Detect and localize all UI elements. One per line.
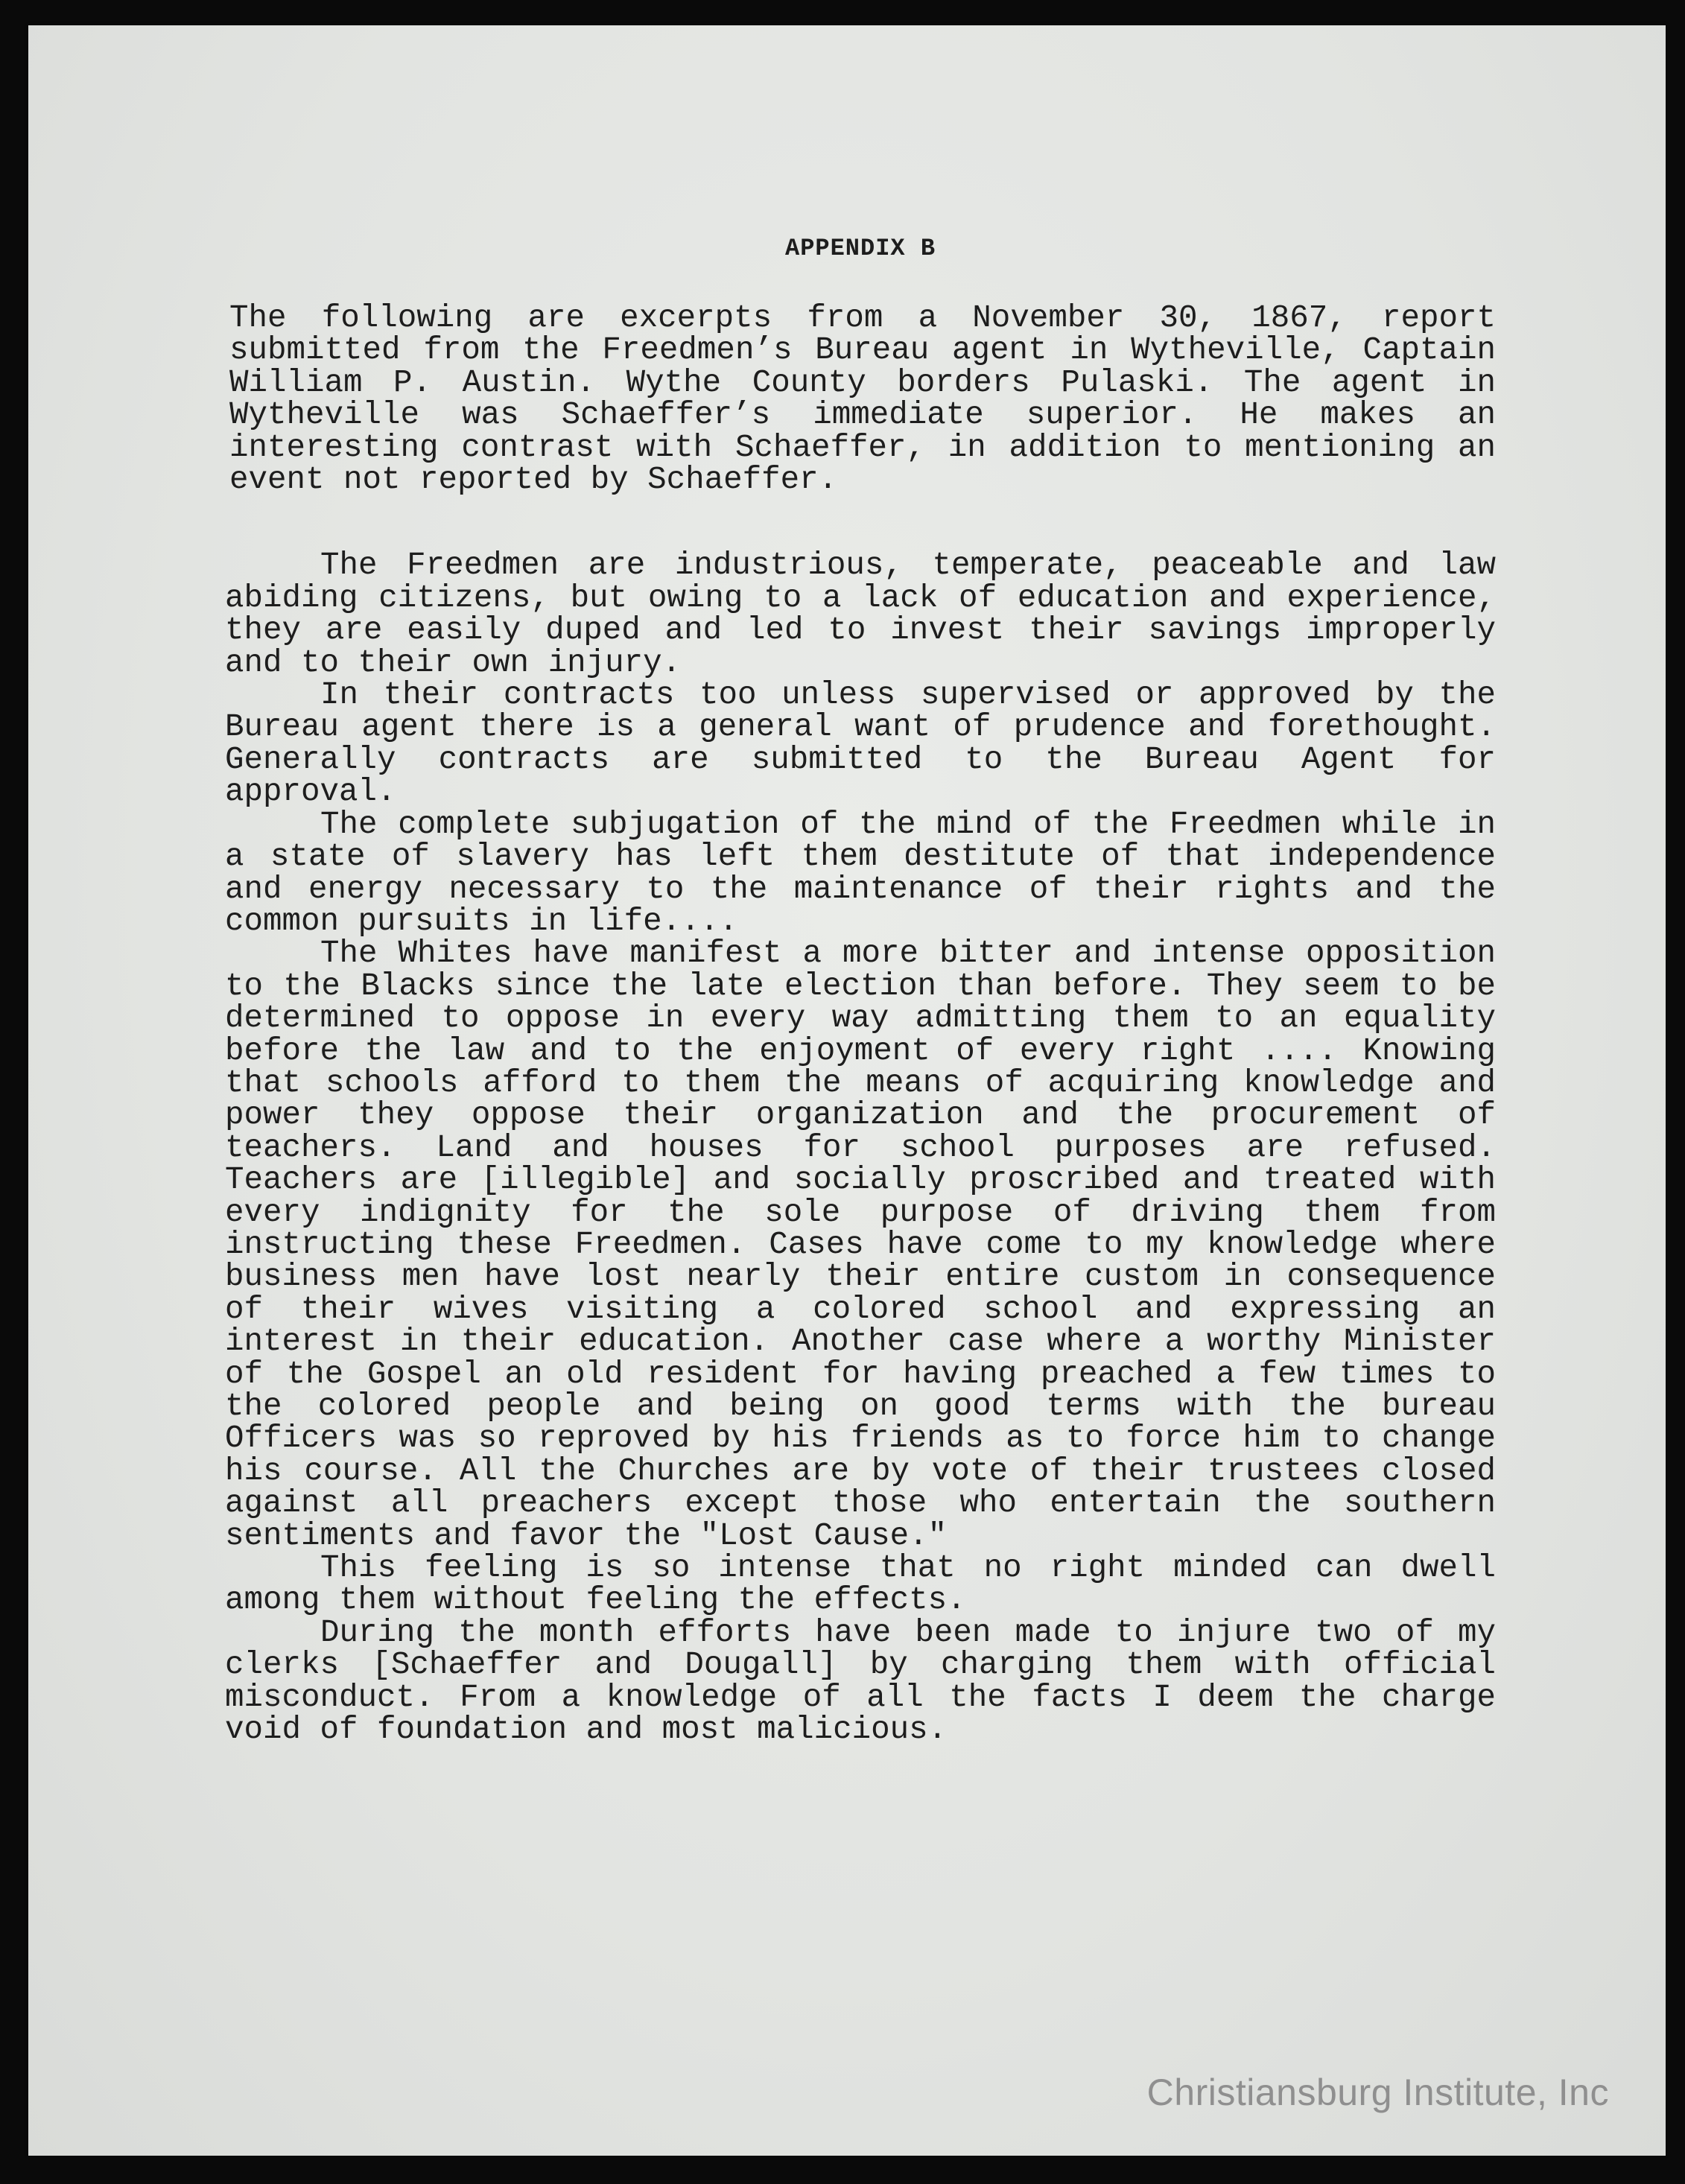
body-paragraph: The complete subjugation of the mind of the Freedmen while in a state of slavery has left them destitute of that independence and energy necessary to the maintenance of their rights and the common pursuits in life.... — [225, 806, 1496, 939]
body-paragraph: This feeling is so intense that no right minded can dwell among them without feeling the effects. — [225, 1550, 1496, 1619]
body-paragraph: The Whites have manifest a more bitter and intense opposition to the Blacks since the late election than before. They seem to be determined to oppose in every way admitting them to an equality before the law and to the enjoyment of every right .... Knowing that schools afford to them the means of acquiring knowledge and power they oppose their organization and the procurement of teachers. Land and houses for school purposes are refused. Teachers are [illegible] and socially proscribed and treated with every indignity for the sole purpose of driving them from instructing these Freedmen. Cases have come to my knowledge where business men have lost nearly their entire custom in consequence of their wives visiting a colored school and expressing an interest in their education. Another case where a worthy Minister of the Gospel an old resident for having preached a few times to the colored people and being on good terms with the bureau Officers was so reproved by his friends as to force him to change his course. All the Churches are by vote of their trustees closed against all preachers except those who entertain the southern sentiments and favor the "Lost Cause." — [225, 936, 1496, 1554]
body-paragraph: The Freedmen are industrious, temperate, peaceable and law abiding citizens, but owing to a lack of education and experience, they are easily duped and led to invest their savings improperly and to their own injury. — [225, 547, 1496, 681]
document-body — [225, 234, 1496, 1746]
body-paragraph: In their contracts too unless supervised or approved by the Bureau agent there is a general want of prudence and forethought. Generally contracts are submitted to the Bureau Agent for approval. — [225, 677, 1496, 810]
intro-paragraph: The following are excerpts from a November 30, 1867, report submitted from the Freedmen’s Bureau agent in Wytheville, Captain William P. Austin. Wythe County borders Pulaski. The agent in Wytheville was Schaeffer’s immediate superior. He makes an interesting contrast with Schaeffer, in addition to mentioning an event not reported by Schaeffer. — [229, 300, 1496, 498]
watermark: Christiansburg Institute, Inc — [1146, 2072, 1609, 2113]
page-title: APPENDIX B — [784, 235, 936, 262]
body-paragraph: During the month efforts have been made to injure two of my clerks [Schaeffer and Dougall] by charging them with official misconduct. From a knowledge of all the facts I deem the charge void of foundation and most malicious. — [225, 1614, 1496, 1748]
document-page — [28, 25, 1666, 2156]
